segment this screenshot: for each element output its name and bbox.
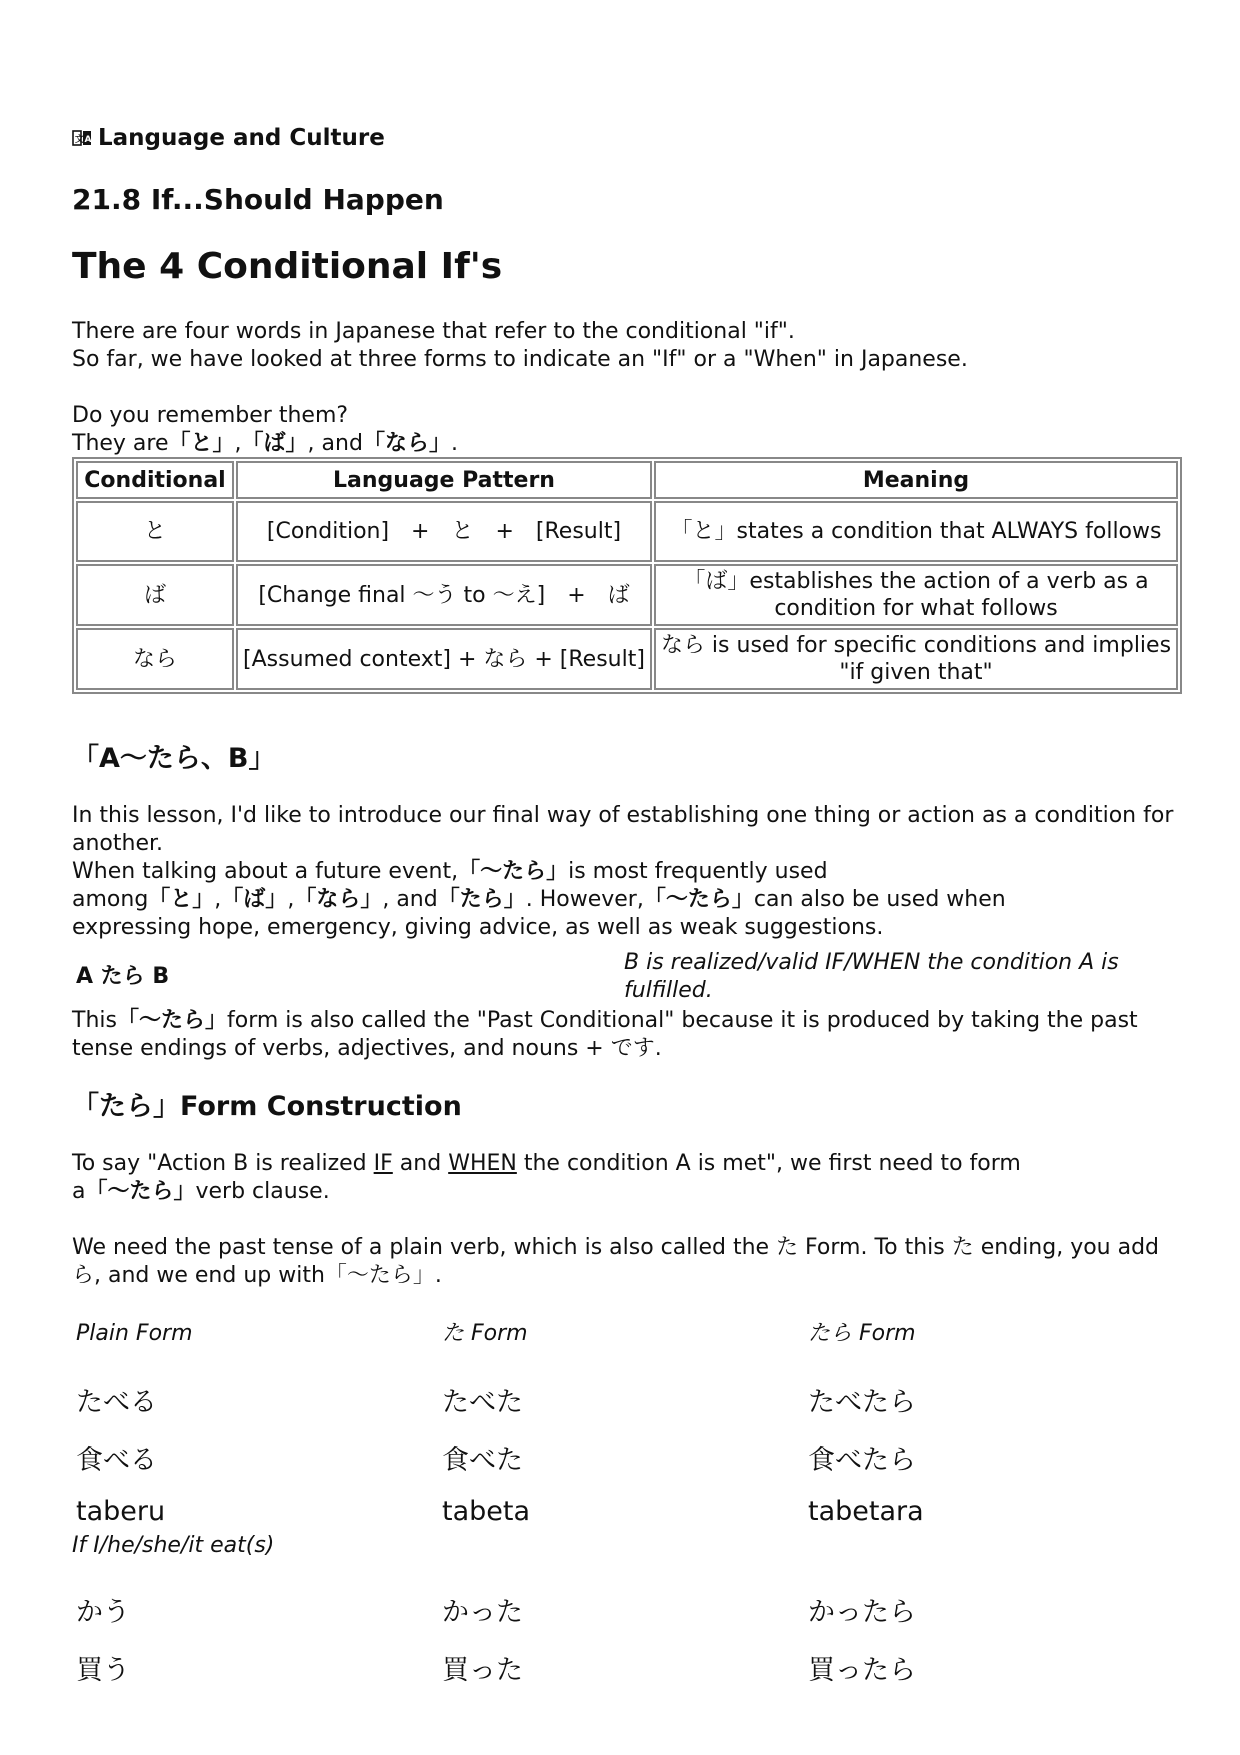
table-cell: なら is used for specific conditions and implies "if given that" (654, 628, 1178, 690)
column-header: Meaning (654, 461, 1178, 499)
form-cell: かった (442, 1597, 523, 1628)
intro-line: Do you remember them? (72, 403, 349, 428)
tara-paragraph (72, 802, 1182, 942)
table-cell: [Condition] + と + [Result] (236, 501, 652, 562)
form-cell: たべた (442, 1387, 523, 1418)
form-cell: 買う (76, 1655, 130, 1686)
intro-line: They are「と」,「ば」, and「なら」. (72, 431, 458, 456)
conditional-table (72, 457, 1182, 694)
form-cell: 食べる (76, 1445, 157, 1476)
column-header: Plain Form (76, 1321, 193, 1346)
column-header: たら Form (808, 1321, 916, 1346)
intro-line: So far, we have looked at three forms to indicate an "If" or a "When" in Japanese. (72, 347, 968, 372)
form-cell: 食べたら (808, 1445, 916, 1476)
paragraph-text: To say "Action B is realized IF and WHEN the condition A is met", we first need to form (72, 1151, 1021, 1176)
section-label (72, 124, 385, 152)
form-cell: 買った (442, 1655, 523, 1686)
table-row (76, 628, 1178, 690)
table-row (76, 501, 1178, 562)
intro-line: There are four words in Japanese that refer to the conditional "if". (72, 319, 795, 344)
table-header-row (76, 461, 1178, 499)
book-icon (72, 128, 92, 148)
form-meaning: If I/he/she/it eat(s) (72, 1533, 275, 1558)
page-title: The 4 Conditional If's (72, 246, 503, 287)
form-cell: 食べた (442, 1445, 523, 1476)
column-header: Language Pattern (236, 461, 652, 499)
lesson-title: 21.8 If...Should Happen (72, 183, 444, 216)
table-cell: 「と」states a condition that ALWAYS follows (654, 501, 1178, 562)
construction-paragraph (72, 1150, 1182, 1290)
svg-text:文: 文 (75, 135, 85, 145)
column-header: た Form (442, 1321, 528, 1346)
paragraph-text: This「～たら」form is also called the "Past Conditional" because it is produced by taking the past tense endings of verbs, adjectives, and nouns + です. (72, 1008, 1138, 1061)
form-cell: tabeta (442, 1496, 531, 1527)
column-header: Conditional (76, 461, 234, 499)
paragraph-text: When talking about a future event,「～たら」is most frequently used (72, 859, 828, 884)
paragraph-text: a「～たら」verb clause. (72, 1179, 330, 1204)
table-cell: と (76, 501, 234, 562)
intro-paragraph (72, 318, 1182, 458)
form-cell: たべたら (808, 1387, 916, 1418)
paragraph-text: expressing hope, emergency, giving advice, as well as weak suggestions. (72, 915, 884, 940)
form-cell: tabetara (808, 1496, 924, 1527)
paragraph-text: We need the past tense of a plain verb, which is also called the た Form. To this た ending, you add ら, and we end up with「～たら」. (72, 1235, 1160, 1288)
table-row (76, 564, 1178, 626)
section-label-text: Language and Culture (98, 125, 385, 151)
paragraph-text: In this lesson, I'd like to introduce our final way of establishing one thing or action as a condition for another. (72, 803, 1174, 856)
svg-text:A: A (84, 135, 92, 145)
table-cell: 「ば」establishes the action of a verb as a condition for what follows (654, 564, 1178, 626)
pattern-formula: A たら B (76, 964, 170, 989)
table-cell: [Change final ～う to ～え] + ば (236, 564, 652, 626)
table-cell: ば (76, 564, 234, 626)
paragraph-text: among「と」,「ば」,「なら」, and「たら」. However,「～たら」can also be used when (72, 887, 1006, 912)
pattern-meaning: B is realized/valid IF/WHEN the condition A is fulfilled. (624, 950, 1119, 1003)
form-cell: 買ったら (808, 1655, 916, 1686)
table-cell: なら (76, 628, 234, 690)
construction-heading: 「たら」Form Construction (72, 1091, 462, 1122)
form-cell: かう (76, 1597, 130, 1628)
past-conditional-paragraph (72, 1007, 1182, 1063)
form-cell: taberu (76, 1496, 166, 1527)
form-cell: かったら (808, 1597, 916, 1628)
tara-heading: 「A～たら、B」 (72, 743, 276, 774)
table-cell: [Assumed context] + なら + [Result] (236, 628, 652, 690)
form-cell: たべる (76, 1387, 157, 1418)
